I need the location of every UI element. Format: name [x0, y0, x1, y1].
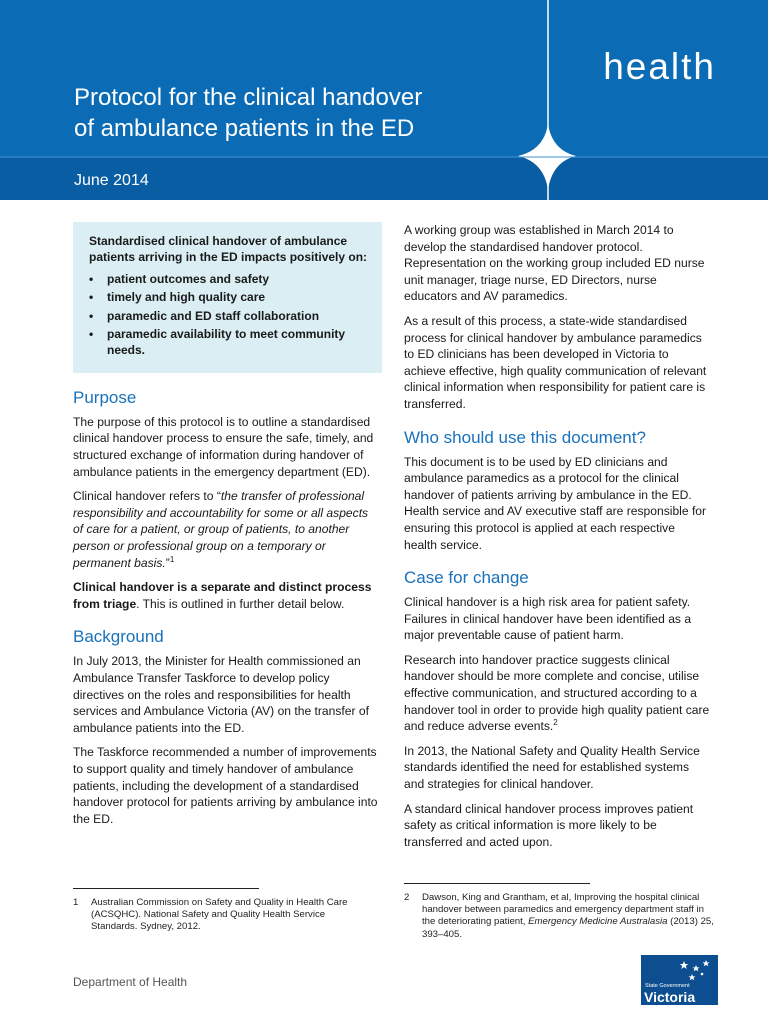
paragraph	[73, 579, 379, 612]
section-heading-who: Who should use this document?	[404, 427, 646, 447]
quote-close: ”	[165, 555, 170, 570]
paragraph: Clinical handover is a high risk area for patient safety. Failures in clinical handover have been identified as a major preventable cause of patient harm.	[404, 595, 692, 643]
text: . This is outlined in further detail below.	[136, 596, 345, 611]
impact-list	[89, 271, 368, 359]
citation-details: (2013) 25, 393–405.	[422, 916, 714, 940]
footnote-number: 1	[73, 897, 79, 908]
definition-quote: the transfer of professional responsibility and accountability for some or all aspects of care for a patient, or group of patients, to another person or professional group on a temporary or permanent basis.	[73, 489, 369, 570]
text: Research into handover practice suggests clinical handover should be more complete and concise, utilise effective communication, and structured according to a handover tool in order to provide high quality patient care and reduce adverse events.	[404, 652, 710, 734]
section-heading-purpose: Purpose	[73, 387, 137, 407]
journal-title: Emergency Medicine Australasia	[528, 916, 668, 928]
footnote-ref: 2	[553, 718, 558, 728]
callout-title: Standardised clinical handover of ambulance patients arriving in the ED impacts positively on:	[89, 234, 368, 265]
paragraph	[404, 652, 710, 735]
paragraph	[73, 488, 379, 571]
citation-text: Dawson, King and Grantham, et al, Improving the hospital clinical handover between paramedics and emergency department staff in the deteriorating patient,	[422, 892, 704, 928]
paragraph: As a result of this process, a state-wide standardised process for clinical handover by ambulance paramedics to ED clinicians has been developed in Victoria to achieve effective, high quality communication of relevant clinical information when responsibility for patient care is transferred.	[404, 313, 707, 411]
footnote-divider	[73, 888, 259, 889]
footnote-ref: 1	[169, 554, 175, 564]
footnote-divider	[404, 883, 590, 884]
section-heading-background: Background	[73, 627, 164, 647]
footnote-text	[404, 892, 714, 941]
page-header	[0, 0, 768, 200]
department-name: Department of Health	[73, 975, 188, 989]
emphasis-text: Clinical handover is a separate and distinct process from triage	[73, 580, 372, 611]
document-date: June 2014	[74, 172, 149, 189]
paragraph: In 2013, the National Safety and Quality Health Service standards identified the need for established systems and strategies for clinical handover.	[404, 743, 700, 792]
list-item: • paramedic availability to meet community needs.	[89, 326, 368, 359]
paragraph: In July 2013, the Minister for Health commissioned an Ambulance Transfer Taskforce to develop policy directives on the roles and responsibilities for health services and Ambulance Victoria (AV) on the transfer of ambulance patients into the ED.	[73, 654, 369, 735]
title-line: Protocol for the clinical handover	[74, 84, 423, 111]
impact-callout-box	[73, 222, 382, 373]
list-item: • paramedic and ED staff collaboration	[89, 308, 368, 324]
paragraph: A working group was established in March 2014 to develop the standardised handover protocol. Representation on the working group included ED nurse unit manager, triage nurse, ED Directors, nurse educators and AV paramedics.	[404, 223, 705, 304]
left-column	[73, 222, 379, 835]
footnote-2	[404, 892, 714, 941]
definition-lead: Clinical handover refers to “	[73, 489, 221, 504]
southern-cross-icon	[678, 959, 714, 983]
title-line: of ambulance patients in the ED	[74, 115, 415, 142]
list-item: • timely and high quality care	[89, 289, 368, 305]
paragraph: This document is to be used by ED clinicians and ambulance paramedics as a protocol for the clinical handover of patients arriving by ambulance in the ED. Health service and AV executive staff are responsible for ensuring this protocol is applied at each respective health service.	[404, 454, 707, 552]
list-item: • patient outcomes and safety	[89, 271, 368, 287]
victoria-government-logo	[641, 955, 718, 1005]
right-column	[404, 222, 710, 858]
footnote-text: Australian Commission on Safety and Quality in Health Care (ACSQHC). National Safety and Quality Health Service Standards. Sydney, 2012.	[91, 897, 348, 933]
paragraph: The purpose of this protocol is to outline a standardised clinical handover process to ensure the safe, timely, and structured exchange of information during handover of ambulance patients in the emergency department (ED).	[73, 414, 374, 479]
footnote-number: 2	[404, 892, 410, 903]
logo-name: Victoria	[644, 989, 696, 1005]
paragraph: A standard clinical handover process improves patient safety as critical information is more likely to be transferred and acted upon.	[404, 801, 694, 849]
footnote-1	[73, 897, 373, 934]
section-heading-case: Case for change	[404, 568, 529, 588]
brand-wordmark: health	[603, 46, 716, 87]
page-title	[74, 82, 422, 144]
paragraph: The Taskforce recommended a number of improvements to support quality and timely handover of ambulance patients, including the development of a standardised handover protocol for patients arriving by ambulance into the ED.	[73, 745, 378, 826]
logo-subtitle: State Government	[645, 983, 690, 989]
